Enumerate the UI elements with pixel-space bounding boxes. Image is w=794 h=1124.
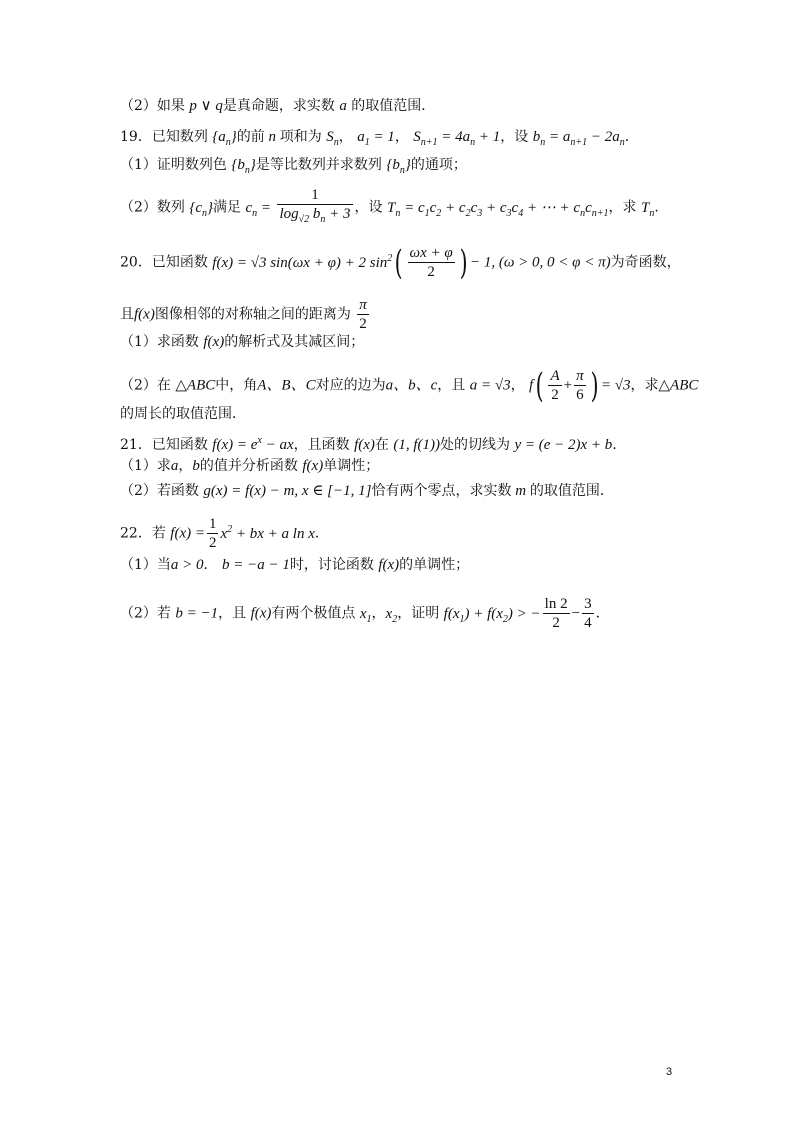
page-number: 3 bbox=[666, 1066, 673, 1078]
q20-part1: （1）求函数 f(x)的解析式及其减区间； bbox=[120, 334, 365, 350]
q20-number: 20． bbox=[120, 254, 152, 271]
q22-part2: （2）若 b = −1，且 f(x)有两个极值点 $x_1$，$x_2$，证明 $f(x_1) + f(x_2)$ > − $\frac{\ln 2}{2}$ − $\frac{3}{4}$ ． bbox=[120, 596, 610, 631]
fraction-pi-over-2: $\frac{\pi}{2}$ bbox=[359, 297, 367, 332]
q20-part2: （2）在 △ABC中，角A、B、C对应的边为a、b、c，且 a = √3， f( $\frac{A}{2}$ + $\frac{\pi}{6}$ ) = √3，求△ABC bbox=[120, 365, 699, 406]
q22-number: 22． bbox=[120, 525, 152, 542]
q21-number: 21． bbox=[120, 437, 152, 453]
q19-stem: 19．已知数列 $\{a_n\}$的前 n 项和为 $S_n$， $a_1 = 1$， $S_{n+1} = 4a_n + 1$，设 $b_n = a_{n+1} - 2a_n$． bbox=[120, 129, 639, 148]
q19-part2: （2）数列 $\{c_n\}$满足 $c_n$ = $\frac{1}{\log_{√2} b_n + 3}$ ，设 $T_n = c_1c_2 + c_2c_3 + c_3c_4$ + ⋯ + $c_nc_{n+1}$，求 $T_n$． bbox=[120, 186, 668, 229]
fraction-cn: $\frac{1}{\log_{√2} b_n + 3}$ bbox=[279, 187, 351, 225]
q21-part2: （2）若函数 g(x) = f(x) − m, x ∈ [−1, 1]恰有两个零点，求实数 m 的取值范围． bbox=[120, 483, 614, 499]
q22-stem: 22．若 f(x) = $\frac{1}{2}$ $x^2$ + bx + a ln x． bbox=[120, 516, 329, 551]
q21-stem: 21．已知函数 $f(x) = e^x$ − ax，且函数 f(x)在 (1, f(1))处的切线为 y = (e − 2)x + b． bbox=[120, 435, 627, 453]
q21-part1: （1）求a，b的值并分析函数 f(x)单调性； bbox=[120, 458, 380, 474]
q18-part2: （2）如果 p ∨ q是真命题，求实数 a 的取值范围． bbox=[120, 98, 436, 114]
q20-part2-2: 的周长的取值范围． bbox=[120, 406, 246, 422]
formula-p-or-q: p ∨ q bbox=[189, 98, 223, 114]
q20-stem-2: 且f(x)图像相邻的对称轴之间的距离为 $\frac{\pi}{2}$ bbox=[120, 297, 367, 332]
q19-number: 19． bbox=[120, 129, 152, 145]
q22-part1: （1）当a > 0． b = −a − 1时，讨论函数 f(x)的单调性； bbox=[120, 557, 470, 573]
q20-stem: 20．已知函数 f(x) = √3 sin(ωx + φ) + 2 $\sin^2$( $\frac{\omega x + \varphi}{2}$ ) − 1, (ω > 0, 0 < φ < π)为奇函数， bbox=[120, 242, 681, 283]
q18-part2-label: （2） bbox=[120, 98, 157, 114]
q19-part1: （1）证明数列色 $\{b_n\}$是等比数列并求数列 $\{b_n\}$的通项； bbox=[120, 157, 467, 176]
